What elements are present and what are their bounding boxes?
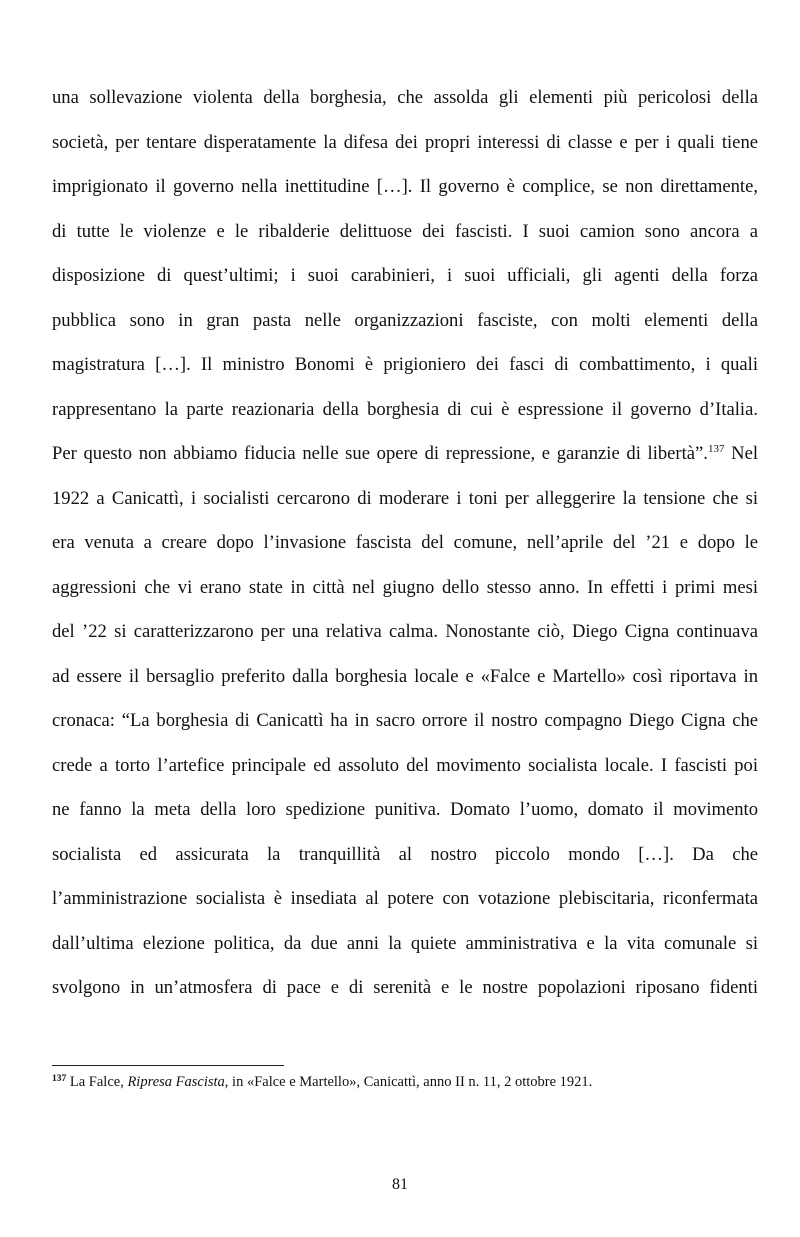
body-line: società, per tentare disperatamente la difesa dei propri interessi di classe e per i quali tiene bbox=[52, 132, 758, 153]
body-line: del ’22 si caratterizzarono per una relativa calma. Nonostante ciò, Diego Cigna continuava bbox=[52, 621, 758, 642]
body-line: l’amministrazione socialista è insediata al potere con votazione plebiscitaria, riconfermata bbox=[52, 888, 758, 909]
body-line: 1922 a Canicattì, i socialisti cercarono di moderare i toni per alleggerire la tensione che si bbox=[52, 488, 758, 509]
body-line: rappresentano la parte reazionaria della borghesia di cui è espressione il governo d’Italia. bbox=[52, 399, 758, 420]
body-line: disposizione di quest’ultimi; i suoi carabinieri, i suoi ufficiali, gli agenti della forza bbox=[52, 265, 758, 286]
footnote-separator bbox=[52, 1065, 284, 1066]
body-line: crede a torto l’artefice principale ed assoluto del movimento socialista locale. I fascisti poi bbox=[52, 755, 758, 776]
footnote-title: Ripresa Fascista bbox=[127, 1074, 225, 1090]
body-line: svolgono in un’atmosfera di pace e di serenità e le nostre popolazioni riposano fidenti bbox=[52, 977, 758, 998]
footnote-reference[interactable]: 137 bbox=[707, 443, 725, 455]
body-line: ad essere il bersaglio preferito dalla borghesia locale e «Falce e Martello» così riportava in bbox=[52, 666, 758, 687]
body-line-text: Per questo non abbiamo fiducia nelle sue opere di repressione, e garanzie di libertà”. bbox=[52, 443, 708, 464]
footnote-text-tail: , in «Falce e Martello», Canicattì, anno II n. 11, 2 ottobre 1921. bbox=[224, 1074, 593, 1090]
body-line-tail: Nel bbox=[724, 443, 758, 464]
body-line: cronaca: “La borghesia di Canicattì ha in sacro orrore il nostro compagno Diego Cigna che bbox=[52, 710, 758, 731]
body-line: ne fanno la meta della loro spedizione punitiva. Domato l’uomo, domato il movimento bbox=[52, 799, 758, 820]
body-line: pubblica sono in gran pasta nelle organizzazioni fasciste, con molti elementi della bbox=[52, 310, 758, 331]
page-number: 81 bbox=[392, 1176, 408, 1193]
footnote bbox=[52, 1073, 592, 1091]
body-line: aggressioni che vi erano state in città nel giugno dello stesso anno. In effetti i primi mesi bbox=[52, 577, 758, 598]
body-line: era venuta a creare dopo l’invasione fascista del comune, nell’aprile del ’21 e dopo le bbox=[52, 532, 758, 553]
body-line: di tutte le violenze e le ribalderie delittuose dei fascisti. I suoi camion sono ancora a bbox=[52, 221, 758, 242]
body-line: dall’ultima elezione politica, da due anni la quiete amministrativa e la vita comunale si bbox=[52, 933, 758, 954]
body-line: imprigionato il governo nella inettitudine […]. Il governo è complice, se non direttamente, bbox=[52, 176, 758, 197]
footnote-marker: 137 bbox=[52, 1074, 67, 1084]
body-line: magistratura […]. Il ministro Bonomi è prigioniero dei fasci di combattimento, i quali bbox=[52, 354, 758, 375]
body-line: una sollevazione violenta della borghesia, che assolda gli elementi più pericolosi della bbox=[52, 87, 758, 108]
body-line bbox=[52, 442, 758, 466]
body-line: socialista ed assicurata la tranquillità al nostro piccolo mondo […]. Da che bbox=[52, 844, 758, 865]
footnote-text: La Falce, bbox=[66, 1074, 128, 1090]
